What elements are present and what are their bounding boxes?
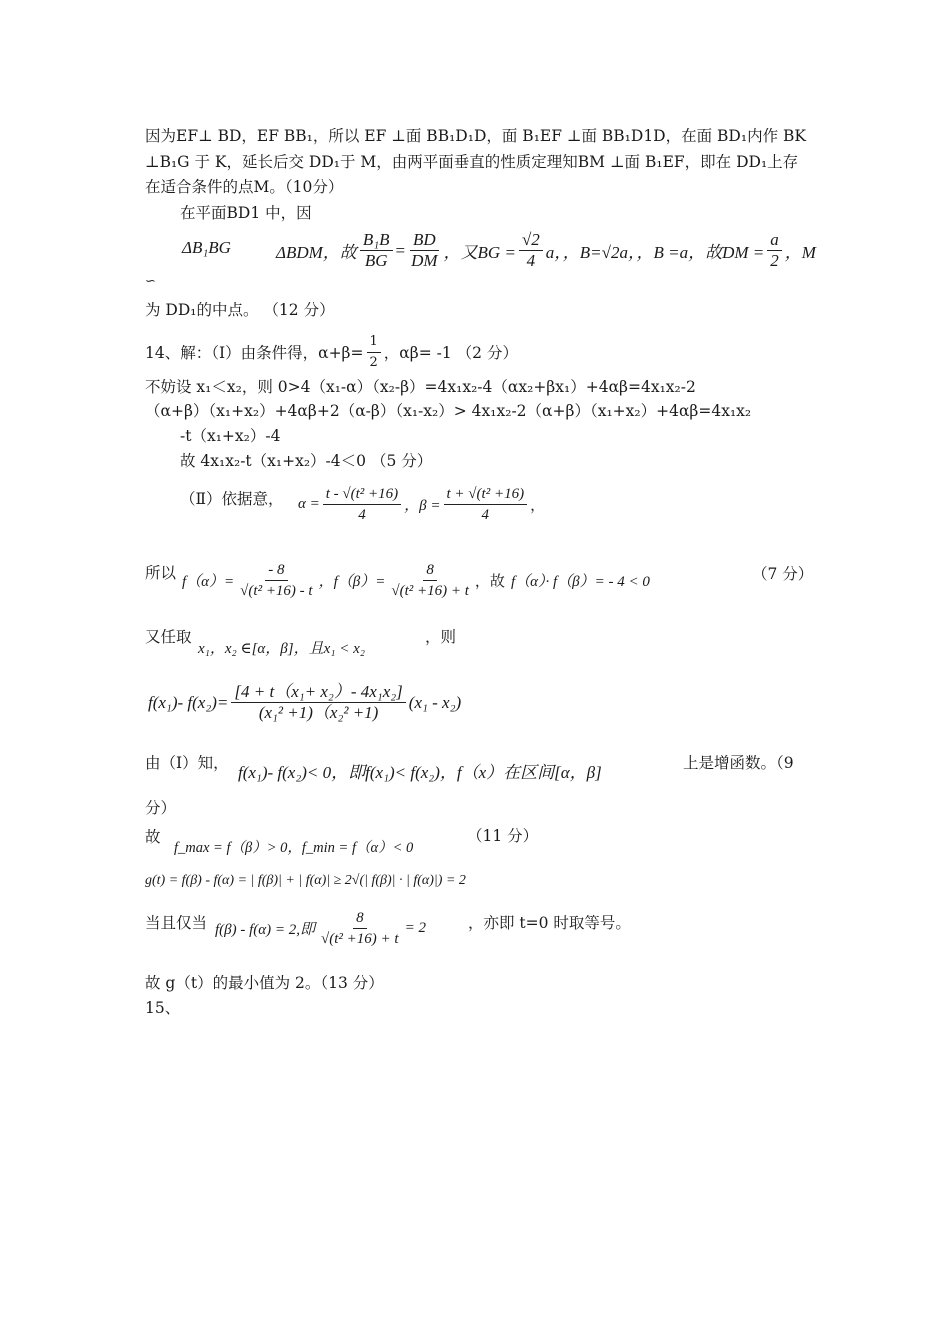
text-line: ⊥B₁G 于 K，延长后交 DD₁于 M，由两平面垂直的性质定理知BM ⊥面 B₁EF，即在 DD₁上存 bbox=[145, 153, 799, 171]
text-line: 又任取 bbox=[145, 628, 192, 646]
text-line: -t（x₁+x₂）-4 bbox=[180, 427, 281, 445]
text-line: 在平面BD1 中，因 bbox=[180, 204, 312, 222]
fraction: $\frac{8}{\text{√(t² +16) + t}}$ bbox=[391, 562, 469, 599]
fraction: $\frac{\text{[4 + t（x₁+ x₂）- 4x₁x₂]}}{\text{(x₁² +1)（x₂² +1)}}$ bbox=[231, 682, 405, 723]
difference-equation: f(x₁)- f(x₂)= $\frac{\text{[4 + t（x₁+ x₂）- 4x₁x₂]}}{\text{(x₁² +1)（x₂² +1)}}$ (x₁ - x₂) bbox=[148, 682, 462, 722]
monotonic-expression: f(x₁)- f(x₂)< 0，即f(x₁)< f(x₂)，f（x）在区间[α，β] bbox=[238, 763, 602, 782]
text-line: 不妨设 x₁＜x₂，则 0>4（x₁-α）（x₂-β）=4x₁x₂-4（αx₂+βx₁）+4αβ=4x₁x₂-2 bbox=[145, 378, 696, 396]
text-line: 上是增函数。（9 bbox=[683, 754, 794, 772]
text-line: 在适合条件的点M。（10分） bbox=[145, 178, 344, 196]
equality-condition: f(β) - f(α) = 2,即 $\frac{8}{\text{√(t² +16) + t}}$ = 2 bbox=[215, 910, 426, 947]
similar-triangle-a: ΔB₁BG bbox=[182, 238, 231, 257]
fraction: $\frac{\text{B₁B}}{BG}$ bbox=[360, 230, 393, 271]
text-line: ，则 bbox=[425, 628, 457, 646]
interval-expression: x₁，x₂ ∈[α，β]，且x₁ < x₂ bbox=[198, 641, 365, 657]
problem-14-line: 14、解：（Ⅰ）由条件得，α+β= $\frac{1}{2}$ ，αβ= -1 （2 分） bbox=[145, 332, 518, 373]
similarity-equation: ΔBDM，故 $\frac{\text{B₁B}}{BG}$ = $\frac{BD}{DM}$ ，又BG = $\frac{√2}{4}$ a，，B=√2a，，B =a，故DM = $\frac{a}{2}$ ，M bbox=[276, 230, 816, 270]
text-line: （Ⅱ）依据意， bbox=[180, 490, 284, 508]
fraction: $\frac{1}{2}$ bbox=[367, 332, 381, 373]
f-values-equation: f（α）= $\frac{- 8}{\text{√(t² +16) - t}}$ ，f（β）= $\frac{8}{\text{√(t² +16) + t}}$ ，故 f（α）· f（β）= - 4 < 0 bbox=[182, 562, 650, 599]
text-line: 当且仅当 bbox=[145, 914, 208, 932]
score-mark: （11 分） bbox=[467, 827, 539, 845]
fraction: $\frac{a}{2}$ bbox=[767, 230, 782, 271]
text-line: 分） bbox=[145, 799, 177, 817]
text-line: （α+β）（x₁+x₂）+4αβ+2（α-β）（x₁-x₂）> 4x₁x₂-2（α+β）（x₁+x₂）+4αβ=4x₁x₂ bbox=[145, 402, 752, 420]
extrema-expression: f_max = f（β）> 0，f_min = f（α）< 0 bbox=[174, 840, 414, 856]
g-inequality: g(t) = f(β) - f(α) = | f(β)| + | f(α)| ≥ 2√(| f(β)| · | f(α)|) = 2 bbox=[145, 873, 466, 888]
similar-symbol: ∽ bbox=[145, 274, 156, 289]
fraction: $\frac{√2}{4}$ bbox=[519, 230, 543, 271]
text-line: ，亦即 t=0 时取等号。 bbox=[468, 914, 631, 932]
text-line: 15、 bbox=[145, 999, 181, 1017]
fraction: $\frac{\text{t + √(t² +16)}}{4}$ bbox=[444, 484, 528, 525]
fraction: $\frac{\text{t - √(t² +16)}}{4}$ bbox=[323, 484, 401, 525]
text-line: 由（Ⅰ）知， bbox=[145, 754, 229, 772]
text-line: 故 4x₁x₂-t（x₁+x₂）-4＜0 （5 分） bbox=[180, 452, 433, 470]
similar-triangle-b: ΔBDM，故 bbox=[276, 243, 357, 262]
text-line: 故 bbox=[145, 828, 161, 846]
roots-equation: α = $\frac{\text{t - √(t² +16)}}{4}$ ，β = $\frac{\text{t + √(t² +16)}}{4}$ ， bbox=[298, 486, 546, 523]
fraction: $\frac{- 8}{\text{√(t² +16) - t}}$ bbox=[240, 562, 313, 599]
fraction: $\frac{BD}{DM}$ bbox=[411, 230, 438, 270]
text-line: 因为EF⊥ BD，EF BB₁，所以 EF ⊥面 BB₁D₁D，面 B₁EF ⊥面 BB₁D1D，在面 BD₁内作 BK bbox=[145, 127, 806, 145]
text-line: 为 DD₁的中点。 （12 分） bbox=[145, 301, 335, 319]
text-line: 所以 bbox=[145, 564, 177, 582]
score-mark: （7 分） bbox=[752, 565, 814, 583]
fraction: $\frac{8}{\text{√(t² +16) + t}}$ bbox=[321, 910, 399, 947]
text-line: 故 g（t）的最小值为 2。（13 分） bbox=[145, 974, 384, 992]
